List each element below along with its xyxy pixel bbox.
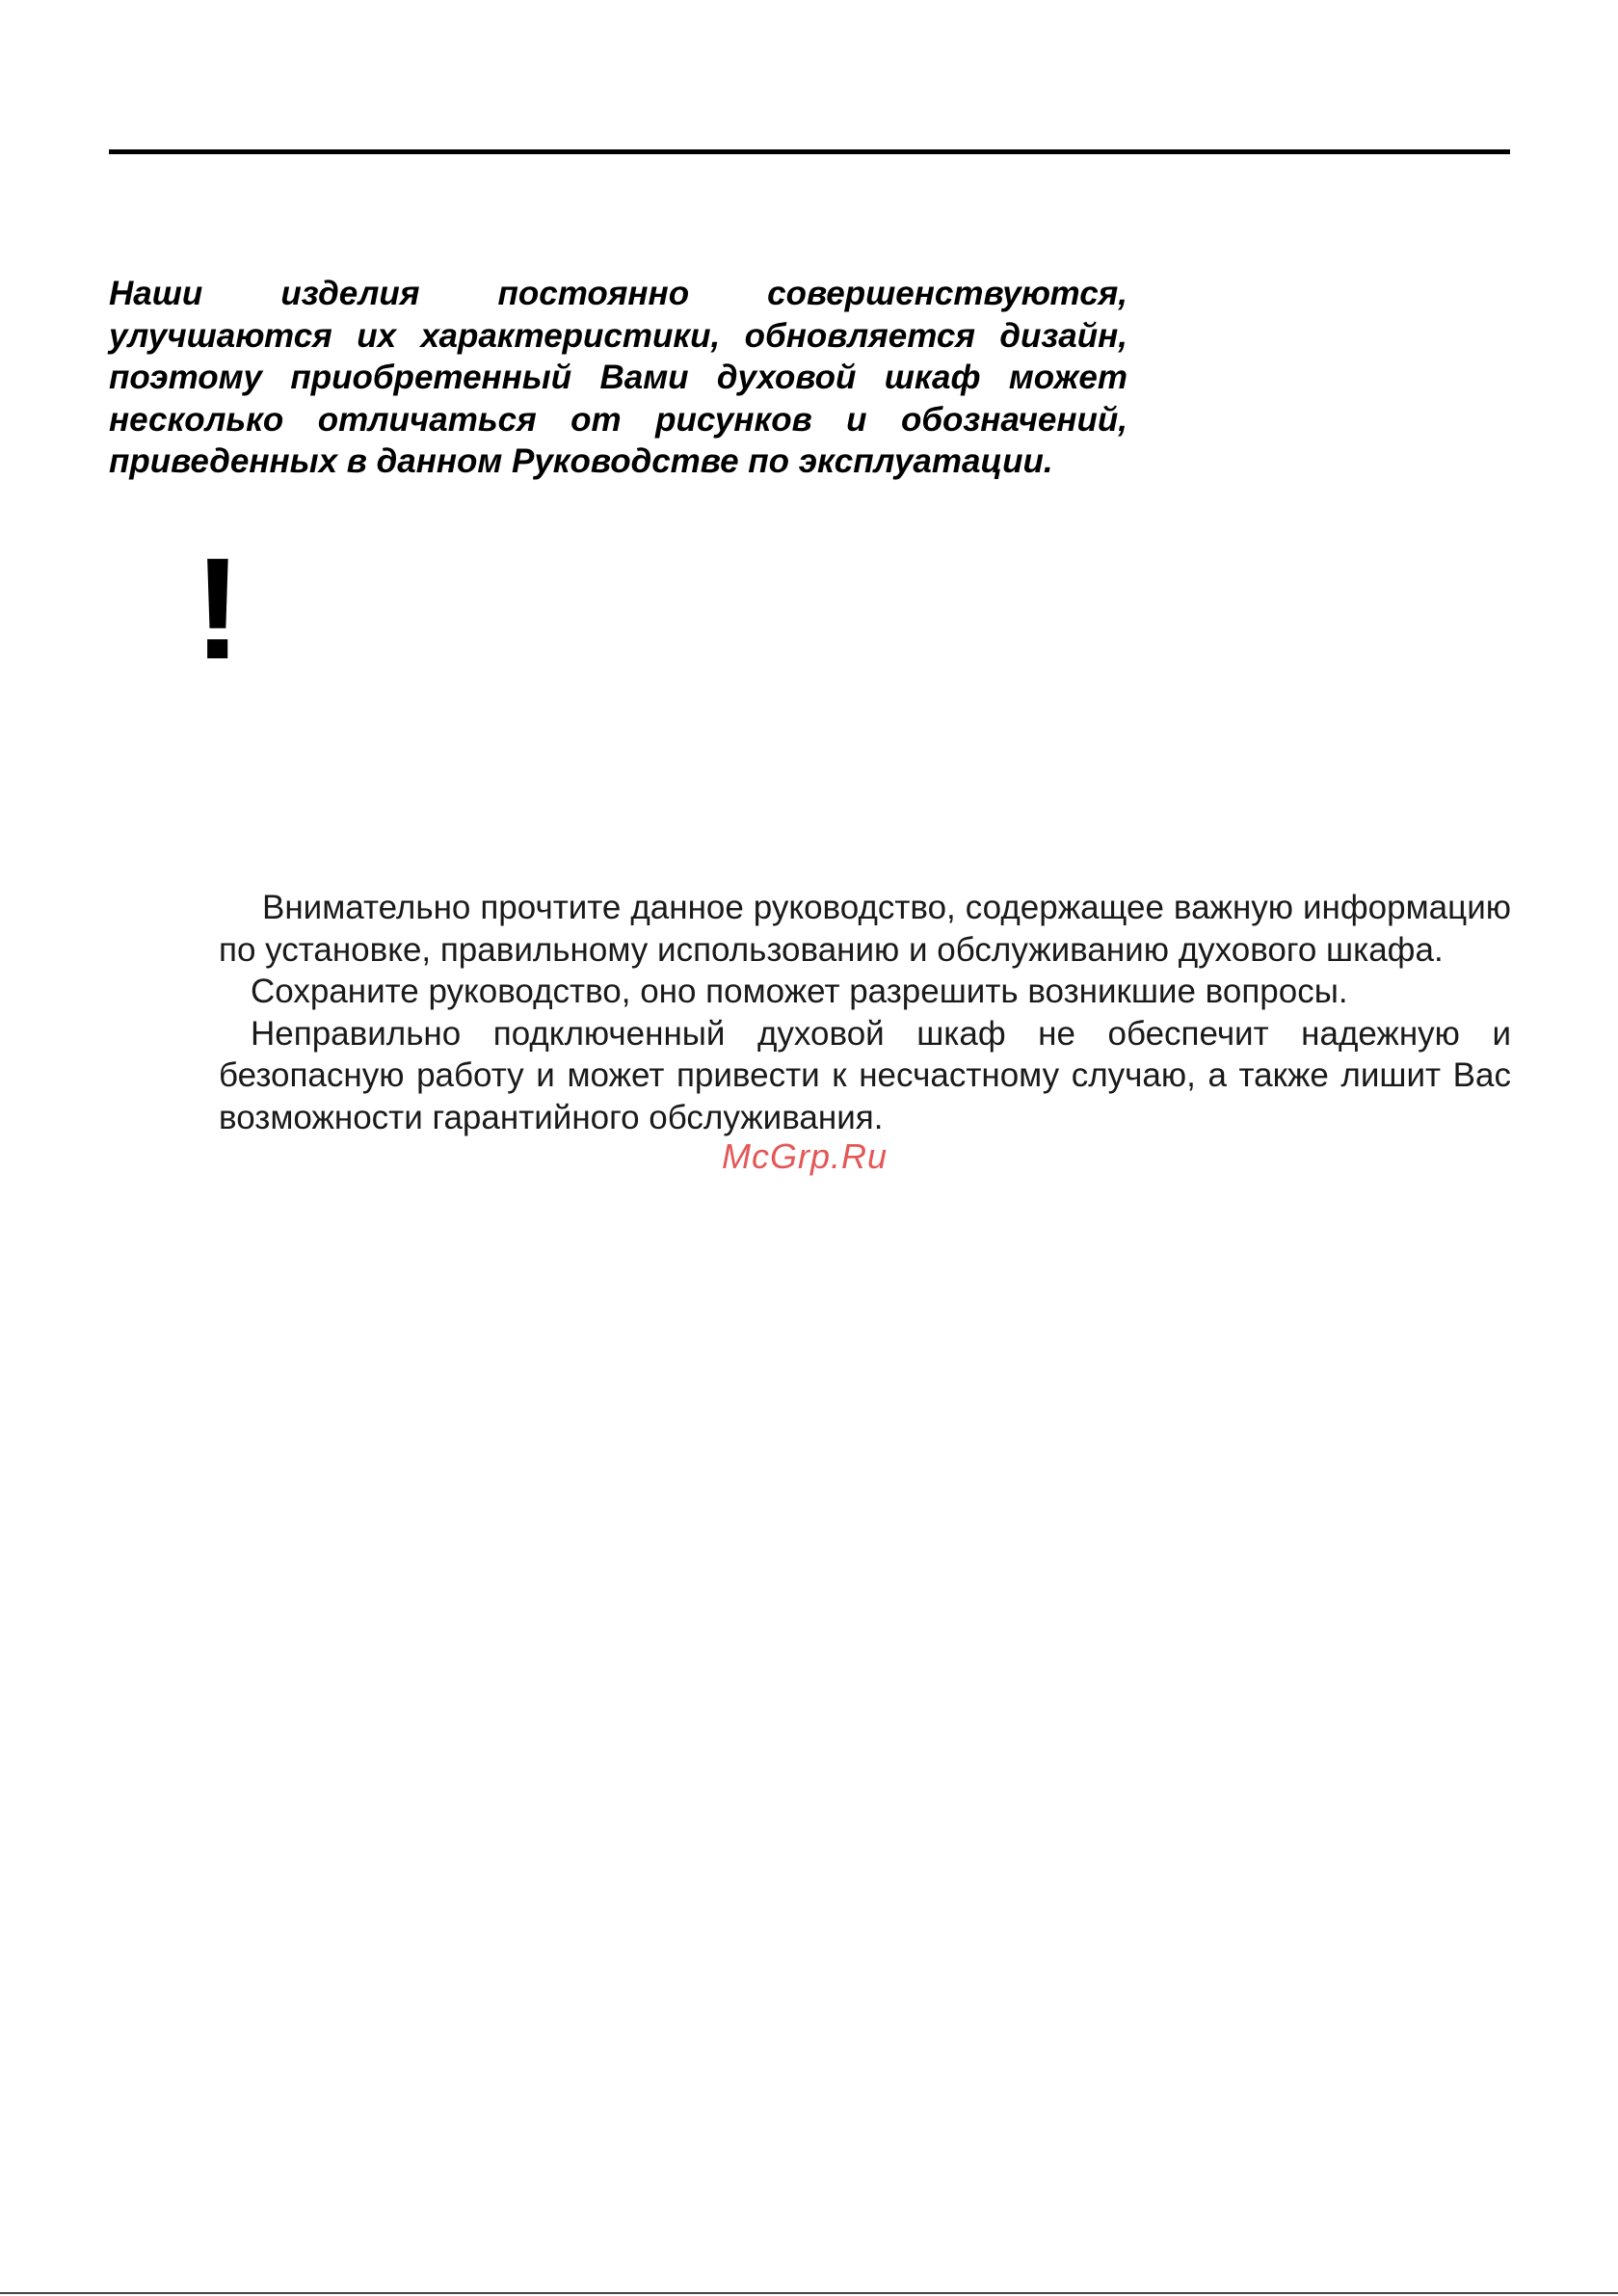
product-change-notice: Наши изделия постоянно совершенствуются, улучшаются их характеристики, обновляется дизайн, поэтому приобретенный Вами духовой шкаф может несколько отличаться от рисунков и обозначений, приведенных в данном Руководстве по эксплуатации.	[109, 275, 1127, 480]
top-rule	[109, 149, 1510, 154]
instructions-text	[219, 887, 1511, 1138]
instruction-paragraph: Внимательно прочтите данное руководство, содержащее важную информацию по установке, правильному использованию и обслуживанию духового шкафа.	[219, 889, 1511, 969]
bottom-rule	[0, 2292, 1618, 2294]
instruction-paragraph: Сохраните руководство, оно поможет разрешить возникшие вопросы.	[251, 973, 1348, 1010]
instruction-paragraph: Неправильно подключенный духовой шкаф не обеспечит надежную и безопасную работу и может привести к несчастному случаю, а также лишит Вас возможности гарантийного обслуживания.	[219, 1014, 1511, 1136]
warning-exclamation-icon: !	[194, 527, 242, 689]
watermark: McGrp.Ru	[722, 1136, 889, 1176]
